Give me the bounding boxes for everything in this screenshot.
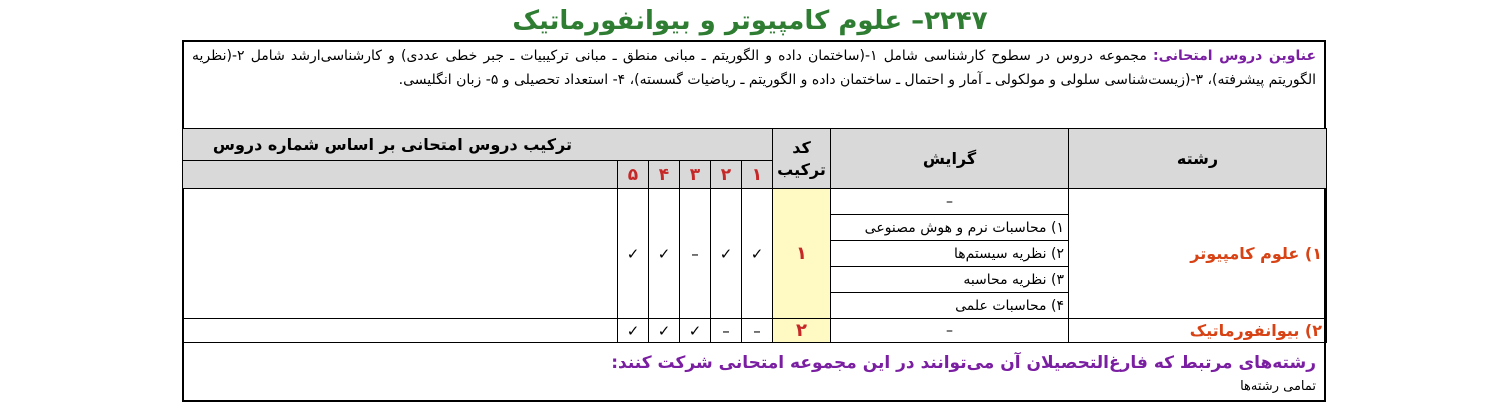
mark-cell: ✓ — [618, 319, 649, 343]
table-row — [183, 319, 1327, 343]
related-fields-value: تمامی رشته‌ها — [1240, 379, 1316, 394]
course-number-1: ۱ — [742, 161, 773, 189]
header-track: گرایش — [831, 129, 1069, 189]
track-cell: – — [831, 189, 1069, 215]
combination-table — [182, 128, 1327, 343]
course-number-4: ۴ — [649, 161, 680, 189]
exam-courses-text: مجموعه دروس در سطوح کارشناسی شامل ۱-(ساختمان داده و الگوریتم ـ مبانی منطق ـ مبانی ترکیبیات ـ جبر خطی عددی) و کارشناسی‌ارشد شامل ۲-(نظریه الگوریتم پیشرفته)، ۳-(زیست‌شناسی سلولی و مولکولی ـ آمار و احتمال ـ ساختمان داده و الگوریتم ـ ریاضیات گسسته)، ۴- استعداد تحصیلی و ۵- زبان انگلیسی. — [192, 48, 1316, 88]
related-fields-heading: رشته‌های مرتبط که فارغ‌التحصیلان آن می‌توانند در این مجموعه امتحانی شرکت کنند: — [611, 353, 1316, 373]
mark-cell: ✓ — [742, 189, 773, 319]
track-cell: ۳) نظریه محاسبه — [831, 267, 1069, 293]
mark-cell: – — [742, 319, 773, 343]
page-title: ۲۲۴۷– علوم کامپیوتر و بیوانفورماتیک — [512, 6, 988, 36]
mark-cell: ✓ — [618, 189, 649, 319]
exam-courses-label: عناوین دروس امتحانی: — [1152, 48, 1317, 64]
mark-cell: – — [711, 319, 742, 343]
header-combination: ترکیب دروس امتحانی بر اساس شماره دروس — [183, 129, 773, 161]
info-frame — [182, 40, 1326, 402]
blank-cell — [183, 319, 618, 343]
table-row — [183, 189, 1327, 215]
related-fields-section — [192, 350, 1316, 400]
header-blank — [183, 161, 618, 189]
field-bioinformatics: ۲) بیوانفورماتیک — [1069, 319, 1327, 343]
mark-cell: ✓ — [649, 319, 680, 343]
field-computer-science: ۱) علوم کامپیوتر — [1069, 189, 1327, 319]
combo-code-1: ۱ — [773, 189, 831, 319]
track-cell: ۲) نظریه سیستم‌ها — [831, 241, 1069, 267]
combo-code-2: ۲ — [773, 319, 831, 343]
mark-cell: ✓ — [680, 319, 711, 343]
course-number-3: ۳ — [680, 161, 711, 189]
mark-cell: – — [680, 189, 711, 319]
course-number-5: ۵ — [618, 161, 649, 189]
track-cell: ۱) محاسبات نرم و هوش مصنوعی — [831, 215, 1069, 241]
track-cell: ۴) محاسبات علمی — [831, 293, 1069, 319]
track-cell: – — [831, 319, 1069, 343]
mark-cell: ✓ — [711, 189, 742, 319]
blank-cell — [183, 189, 618, 319]
course-number-2: ۲ — [711, 161, 742, 189]
header-field: رشته — [1069, 129, 1327, 189]
exam-courses-paragraph — [192, 44, 1316, 128]
mark-cell: ✓ — [649, 189, 680, 319]
header-code: کد ترکیب — [773, 129, 831, 189]
